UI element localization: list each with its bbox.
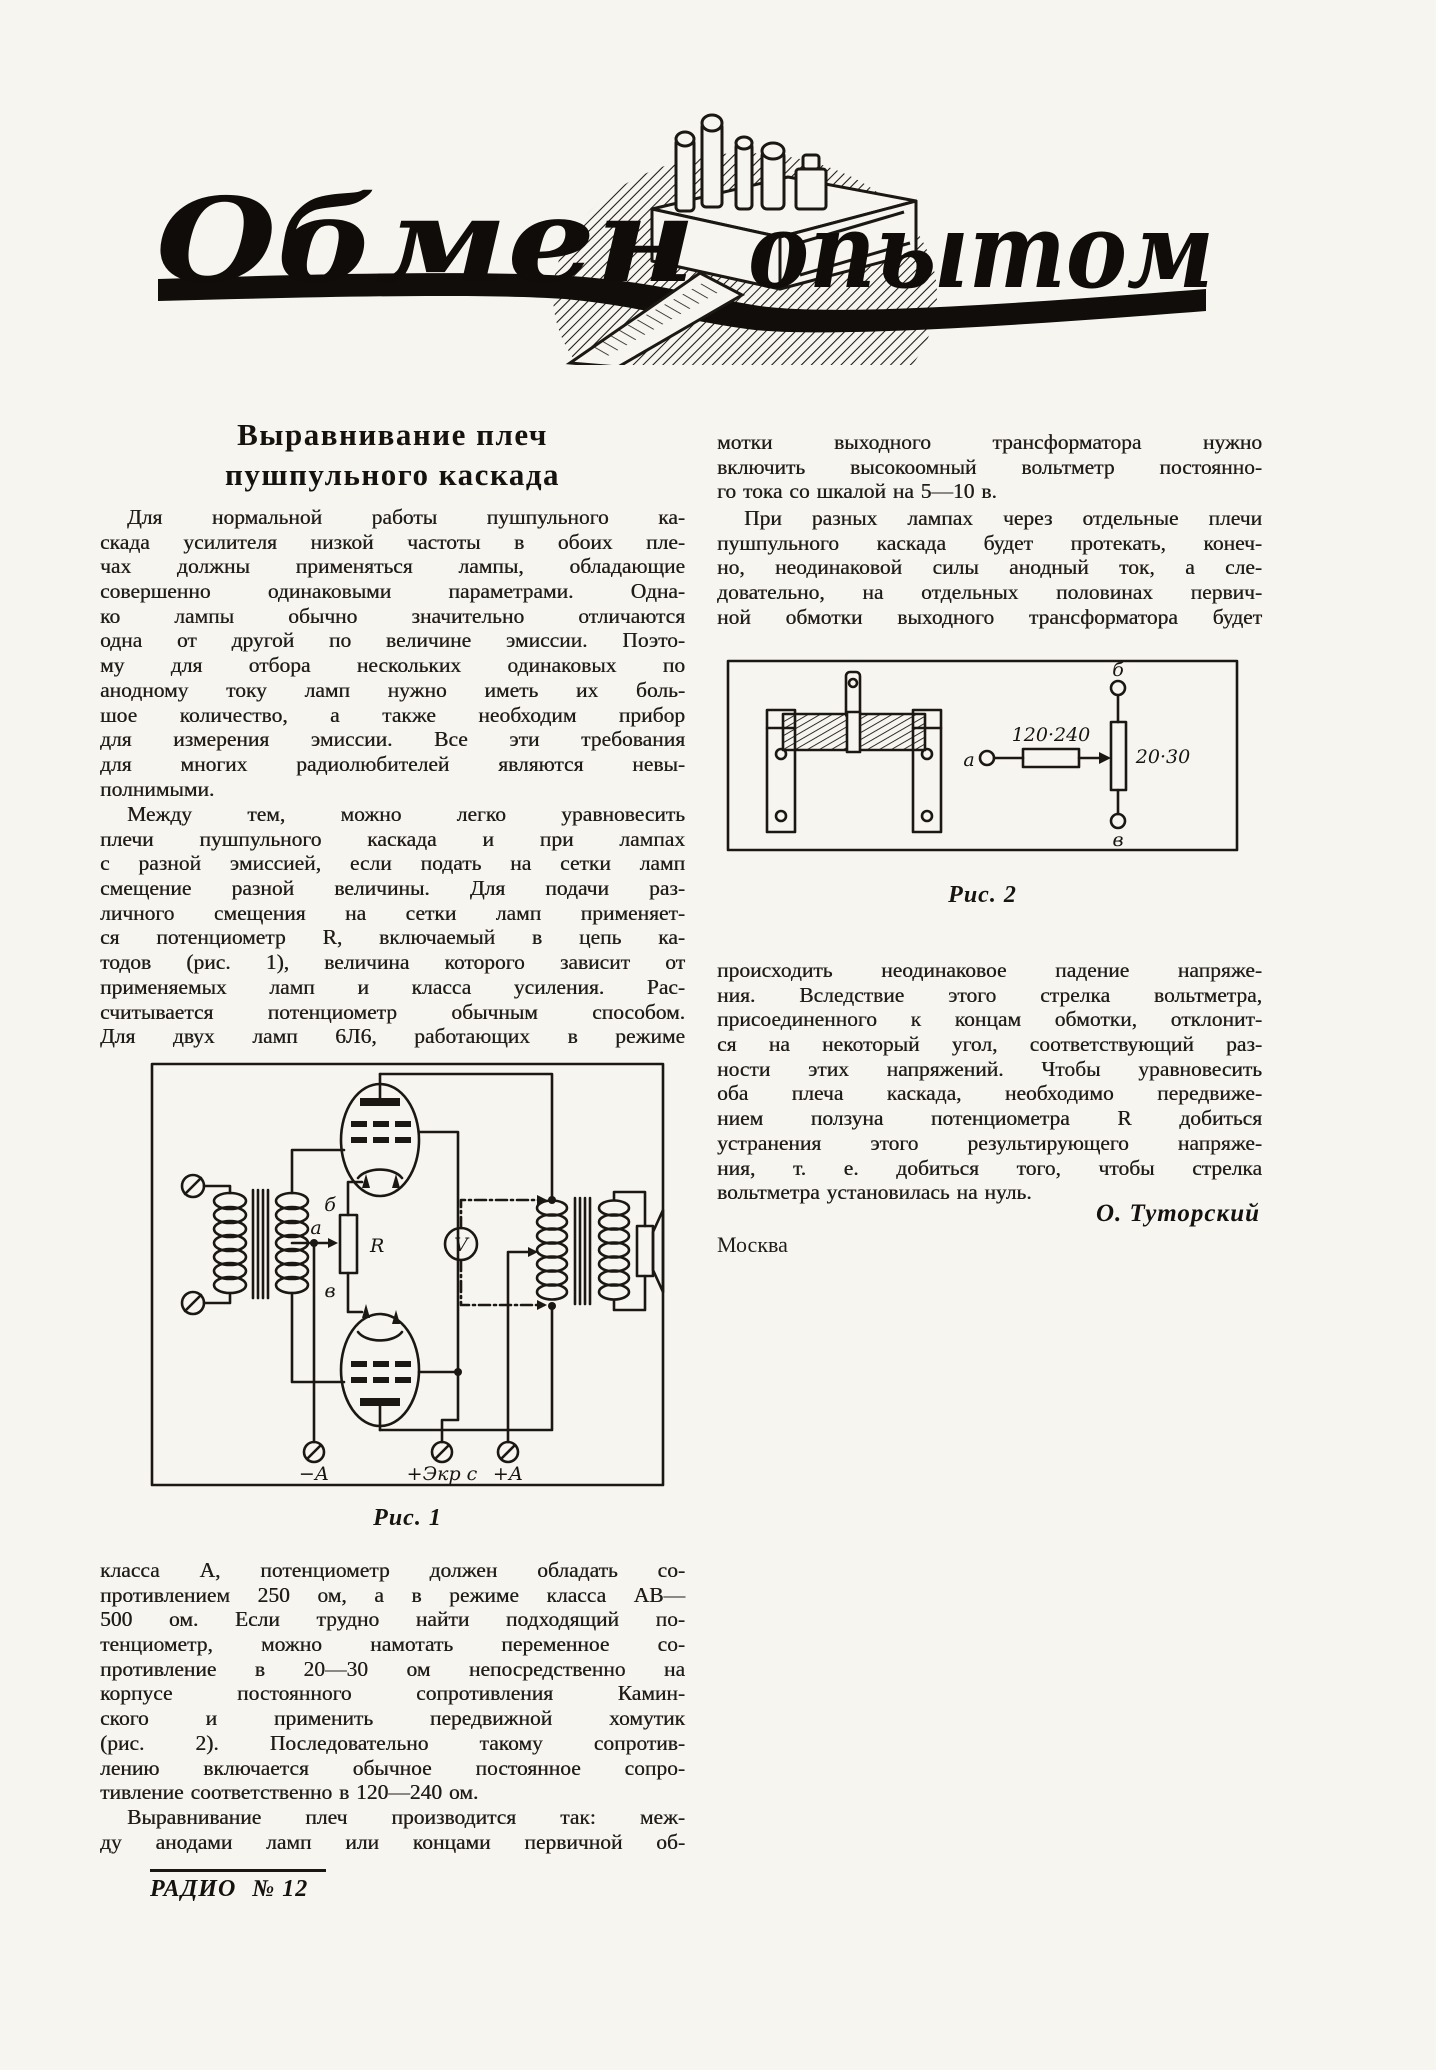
text-line: тивление соответственно в 120—240 ом.	[100, 1780, 479, 1805]
text-line: го тока со шкалой на 5—10 в.	[717, 479, 997, 504]
figure-1	[148, 1060, 667, 1490]
right-column	[717, 430, 1262, 1270]
fig2-label-variable: 20·30	[1135, 746, 1191, 768]
text-paragraph	[100, 802, 685, 1049]
text-line: тенциометр, можно намотать переменное со-	[100, 1632, 685, 1657]
text-line: 500 ом. Если трудно найти подходящий по-	[100, 1607, 685, 1632]
fig2-label-b: б	[1112, 659, 1124, 681]
text-line: с разной эмиссией, если подать на сетки ламп	[100, 851, 685, 876]
text-line: ния. Вследствие этого стрелка вольтметра,	[717, 982, 1262, 1007]
fig1-label-pos-a: +А	[492, 1463, 524, 1485]
text-line: му для отбора нескольких одинаковых по	[100, 653, 685, 678]
text-line: ной обмотки выходного трансформатора будет	[717, 604, 1262, 629]
header-script-right: опытом	[748, 189, 1214, 312]
text-line: класса А, потенциометр должен обладать со-	[100, 1558, 685, 1582]
text-paragraph	[100, 1558, 685, 1805]
text-line: тодов (рис. 1), величина которого зависит от	[100, 950, 685, 975]
text-line: одна от другой по величине эмиссии. Поэто-	[100, 628, 685, 653]
text-line: Между тем, можно легко уравновесить	[127, 802, 685, 826]
text-paragraph	[717, 506, 1262, 629]
text-line: для измерения эмиссии. Все эти требования	[100, 727, 685, 752]
header-script-left: Обмен	[156, 173, 696, 309]
text-line: Для двух ламп 6Л6, работающих в режиме	[100, 1024, 685, 1049]
text-paragraph	[100, 1805, 685, 1854]
text-line: вольтметра установилась на нуль.	[717, 1180, 1032, 1205]
text-line: устранения этого результирующего напряже-	[717, 1130, 1262, 1155]
text-paragraph	[100, 505, 685, 801]
fig1-label-v: в	[324, 1280, 336, 1302]
header-illustration	[140, 105, 1300, 365]
article-title	[100, 415, 685, 495]
issue-number: № 12	[252, 1876, 309, 1902]
text-line: ко лампы обычно значительно отличаются	[100, 603, 685, 628]
text-line: смещение разной величины. Для подачи раз-	[100, 876, 685, 901]
text-line: пушпульного каскада будет протекать, конеч-	[717, 530, 1262, 555]
magazine-name: РАДИО	[150, 1876, 237, 1902]
fig2-label-v: в	[1112, 829, 1124, 851]
text-line: ния, т. е. добиться того, чтобы стрелка	[717, 1155, 1262, 1180]
fig1-label-a: а	[310, 1217, 322, 1239]
text-line: для многих радиолюбителей являются невы-	[100, 751, 685, 776]
figure-2-caption: Рис. 2	[948, 882, 1017, 908]
text-line: корпусе постоянного сопротивления Камин-	[100, 1681, 685, 1706]
text-line: личного смещения на сетки ламп применяет-	[100, 900, 685, 925]
text-line: противлением 250 ом, а в режиме класса АВ—	[100, 1582, 685, 1607]
text-line: включить высокоомный вольтметр постоянно-	[717, 454, 1262, 479]
fig1-label-b: б	[324, 1194, 336, 1216]
text-line: Для нормальной работы пушпульного ка-	[127, 505, 685, 529]
text-line: происходить неодинаковое падение напряже-	[717, 958, 1262, 982]
text-line: анодному току ламп нужно иметь их боль-	[100, 677, 685, 702]
fig1-label-voltmeter: V	[454, 1234, 468, 1256]
left-column	[100, 415, 685, 1875]
text-line: При разных лампах через отдельные плечи	[744, 506, 1262, 530]
text-line: ского и применить передвижной хомутик	[100, 1706, 685, 1731]
text-line: совершенно одинаковыми параметрами. Одна-	[100, 579, 685, 604]
text-line: оба плеча каскада, необходимо передвиже-	[717, 1081, 1262, 1106]
text-line: шое количество, а также необходим прибор	[100, 702, 685, 727]
text-line: ности этих напряжений. Чтобы уравновесить	[717, 1056, 1262, 1081]
article-title-line1: Выравнивание плеч	[237, 417, 548, 452]
text-line: применяемых ламп и класса усиления. Рас-	[100, 974, 685, 999]
text-line: присоединенного к концам обмотки, отклонит-	[717, 1007, 1262, 1032]
text-line: довательно, на отдельных половинах первич-	[717, 580, 1262, 605]
fig1-label-neg-a: −А	[298, 1463, 330, 1485]
article-title-line2: пушпульного каскада	[224, 457, 561, 492]
text-line: чах должны применяться лампы, обладающие	[100, 554, 685, 579]
text-line: скада усилителя низкой частоты в обоих пле-	[100, 529, 685, 554]
text-line: противление в 20—30 ом непосредственно на	[100, 1656, 685, 1681]
text-line: полнимыми.	[100, 776, 215, 801]
text-line: (рис. 2). Последовательно такому сопротив-	[100, 1730, 685, 1755]
figure-1-schematic	[148, 1060, 667, 1490]
figure-1-caption: Рис. 1	[373, 1505, 442, 1531]
text-line: плечи пушпульного каскада и при лампах	[100, 826, 685, 851]
author-city: Москва	[717, 1232, 788, 1257]
text-line: Выравнивание плеч производится так: меж-	[127, 1805, 685, 1829]
text-line: лению включается обычное постоянное сопро-	[100, 1755, 685, 1780]
text-line: нием ползуна потенциометра R добиться	[717, 1106, 1262, 1131]
page-footer	[150, 1869, 326, 1903]
text-paragraph	[717, 958, 1262, 1205]
text-paragraph	[717, 430, 1262, 504]
fig2-label-a: а	[963, 749, 975, 771]
text-line: ся на некоторый угол, соответствующий раз-	[717, 1032, 1262, 1057]
fig1-label-screen: +Экр с	[406, 1463, 478, 1485]
figure-2-drawing	[725, 658, 1240, 853]
text-line: ся потенциометр R, включаемый в цепь ка-	[100, 925, 685, 950]
text-line: но, неодинаковой силы анодный ток, а сле-	[717, 555, 1262, 580]
fig2-label-series: 120·240	[1011, 724, 1091, 746]
text-line: мотки выходного трансформатора нужно	[717, 430, 1262, 454]
text-line: ду анодами ламп или концами первичной об-	[100, 1829, 685, 1854]
text-line: считывается потенциометр обычным способом.	[100, 999, 685, 1024]
figure-2	[725, 658, 1240, 853]
author-signature: О. Туторский	[1095, 1200, 1260, 1227]
fig1-label-r: R	[370, 1235, 385, 1257]
